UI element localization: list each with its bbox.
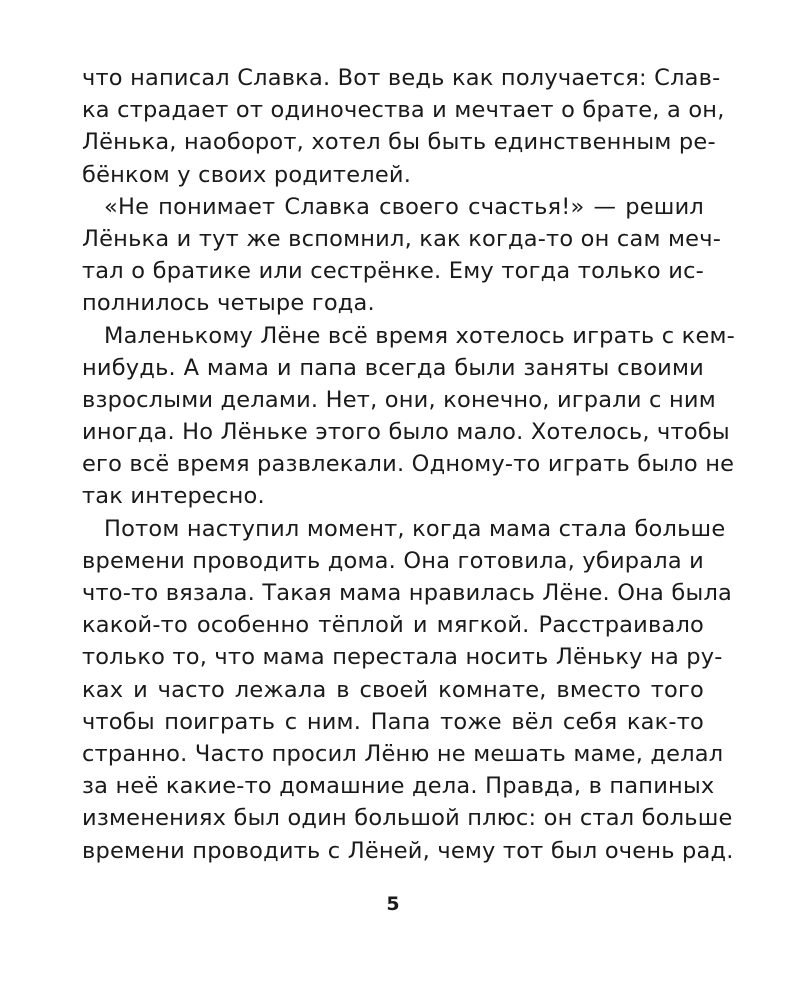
text-line: чтобы поиграть с ним. Папа тоже вёл себя как-то <box>82 708 704 735</box>
text-line: что написал Славка. Вот ведь как получается: Слав- <box>82 65 721 91</box>
text-line: Потом наступил момент, когда мама стала больше <box>104 515 726 542</box>
text-line: странно. Часто просил Лёню не мешать маме, делал <box>82 740 724 767</box>
text-line: какой-то особенно тёплой и мягкой. Расстраивало <box>82 612 704 639</box>
text-line: полнилось четыре года. <box>82 290 375 317</box>
paragraph-4 <box>82 513 734 867</box>
paragraph-1 <box>82 62 725 191</box>
text-line: так интересно. <box>82 483 265 510</box>
text-line: изменениях был один большой плюс: он стал больше <box>82 805 733 832</box>
text-line: ка страдает от одиночества и мечтает о брате, а он, <box>82 97 725 124</box>
text-line: его всё время развлекали. Одному-то играть было не <box>82 451 735 478</box>
text-line: тал о братике или сестрёнке. Ему тогда только ис- <box>82 258 704 285</box>
text-line: нибудь. А мама и папа всегда были заняты своими <box>82 354 704 381</box>
text-line: только то, что мама перестала носить Лёньку на ру- <box>82 644 723 671</box>
paragraph-2 <box>82 191 722 320</box>
body-text <box>82 62 735 867</box>
text-line: что-то вязала. Такая мама нравилась Лёне. Она была <box>82 580 733 606</box>
paragraph-3 <box>82 320 735 513</box>
text-line: бёнком у своих родителей. <box>82 161 412 188</box>
text-line: Лёнька, наоборот, хотел бы быть единственным ре- <box>82 129 716 156</box>
text-line: взрослыми делами. Нет, они, конечно, играли с ним <box>82 386 716 413</box>
text-line: иногда. Но Лёньке этого было мало. Хотелось, чтобы <box>82 419 730 446</box>
page-number: 5 <box>386 893 400 915</box>
text-line: Лёнька и тут же вспомнил, как когда-то он сам меч- <box>82 225 722 252</box>
text-line: времени проводить дома. Она готовила, убирала и <box>82 547 704 574</box>
text-line: времени проводить с Лёней, чему тот был очень рад. <box>82 837 734 864</box>
text-line: ках и часто лежала в своей комнате, вместо того <box>82 676 704 703</box>
text-line: «Не понимает Славка своего счастья!» — решил <box>104 193 704 220</box>
text-line: Маленькому Лёне всё время хотелось играть с кем- <box>104 322 735 349</box>
text-line: за неё какие-то домашние дела. Правда, в папиных <box>82 773 715 800</box>
